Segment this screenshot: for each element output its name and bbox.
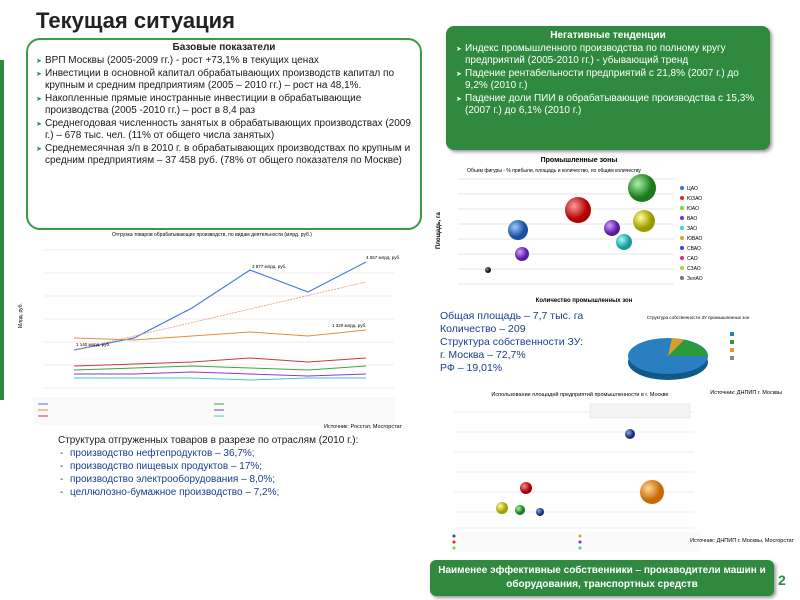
negative-trends-list xyxy=(456,43,760,117)
bubble-point xyxy=(565,197,591,223)
series-line xyxy=(74,330,366,340)
stat-moscow: г. Москва – 72,7% xyxy=(440,349,526,361)
bubble-point xyxy=(508,220,528,240)
zones-chart-title: Промышленные зоны xyxy=(540,157,618,164)
negative-trends-heading: Негативные тенденции xyxy=(550,30,666,41)
zones-chart-xlabel: Количество промышленных зон xyxy=(535,298,633,304)
bubble-point xyxy=(485,267,491,273)
svg-text:ЮАО: ЮАО xyxy=(687,206,699,212)
list-item: ➤ Накопленные прямые иностранные инвестиции в обрабатывающие производства (2005 -2010 гг.) – рост в 8,4 раз xyxy=(36,93,412,117)
ownership-pie-chart xyxy=(612,312,784,396)
svg-text:ЮЗАО: ЮЗАО xyxy=(687,196,703,202)
basic-indicators-box xyxy=(26,38,422,230)
structure-heading: Структура отгруженных товаров в разрезе по отраслям (2010 г.): xyxy=(58,435,359,446)
svg-text:ЮВАО: ЮВАО xyxy=(687,236,703,242)
zones-chart-subtitle: Объем фигуры - % прибыли, площадь и количество, по общим количеству xyxy=(467,168,641,174)
bubble-point xyxy=(515,505,525,515)
bubble-point xyxy=(633,210,655,232)
series-line xyxy=(74,262,366,350)
land-use-grid xyxy=(454,412,694,528)
stat-area: Общая площадь – 7,7 тыс. га xyxy=(440,310,584,322)
bubble-point xyxy=(640,480,664,504)
bubble-point xyxy=(536,508,544,516)
stat-rf: РФ – 19,01% xyxy=(440,362,503,374)
bubble-point xyxy=(496,502,508,514)
basic-indicators-list xyxy=(36,55,412,167)
list-item: ➤ Инвестиции в основной капитал обрабатывающих производств капитал по крупным и средним предприятиям (2005 – 2010 гг.) – рост на 48,1%. xyxy=(36,68,412,92)
bubble-point xyxy=(628,174,656,202)
land-use-bubble-chart xyxy=(430,388,796,554)
zones-chart-ylabel: Площадь, га xyxy=(436,212,442,249)
list-item: - производство электрооборудования – 8,0%; xyxy=(58,473,378,486)
land-use-title: Использование площадей предприятий промышленности в г. Москве xyxy=(491,392,669,398)
stat-ownership: Структура собственности ЗУ: xyxy=(440,336,584,348)
list-item: ➤ ВРП Москвы (2005-2009 гг.) - рост +73,1% в текущих ценах xyxy=(36,55,412,67)
bubble-point xyxy=(515,247,529,261)
svg-text:4 557 млрд. руб.: 4 557 млрд. руб. xyxy=(366,255,401,260)
svg-text:СЗАО: СЗАО xyxy=(687,266,701,272)
stat-count: Количество – 209 xyxy=(440,323,526,335)
left-accent-bar xyxy=(0,60,4,400)
list-item: ➤ Среднегодовая численность занятых в обрабатывающих производствах (2009 г.) – 678 тыс. чел. (11% от общего числа занятых) xyxy=(36,118,412,142)
page-title: Текущая ситуация xyxy=(36,8,235,33)
shipment-structure xyxy=(58,434,378,499)
land-use-source: Источник: ДНПИП г. Москвы, Мосгорстат xyxy=(690,538,794,544)
list-item: ➤ Падение доли ПИИ в обрабатывающие производства с 15,3% (2007 г.) до 6,1% (2010 г.) xyxy=(456,93,760,117)
zones-chart-legend xyxy=(680,186,703,282)
bubble-point xyxy=(625,429,635,439)
zones-stats xyxy=(440,310,600,375)
bubble-point xyxy=(604,220,620,236)
pie-source: Источник: ДНПИП г. Москвы xyxy=(710,390,782,396)
svg-text:ВАО: ВАО xyxy=(687,216,698,222)
line-chart-legend xyxy=(34,398,394,424)
structure-list xyxy=(58,447,378,499)
bubble-point xyxy=(520,482,532,494)
list-item: ➤ Падение рентабельности предприятий с 21,8% (2007 г.) до 9,2% (2010 г.) xyxy=(456,68,760,92)
basic-indicators-heading: Базовые показатели xyxy=(172,42,276,53)
svg-text:ЗАО: ЗАО xyxy=(687,226,698,232)
page-number: 2 xyxy=(778,572,786,588)
industrial-zones-chart xyxy=(434,154,724,304)
list-item: - производство пищевых продуктов – 17%; xyxy=(58,460,378,473)
list-item: - целлюлозно-бумажное производство – 7,2%; xyxy=(58,486,378,499)
line-chart-title: Отгрузка товаров обрабатывающих производств, по видам деятельности (млрд. руб.) xyxy=(112,232,312,238)
svg-text:ЗелАО: ЗелАО xyxy=(687,276,703,282)
shipments-line-chart xyxy=(14,228,410,430)
line-chart-source: Источник: Росстат, Мосгорстат xyxy=(323,424,402,430)
conclusion-box: Наименее эффективные собственники – производители машин и оборудования, транспортных средств xyxy=(430,560,774,596)
list-item: - производство нефтепродуктов – 36,7%; xyxy=(58,447,378,460)
svg-text:СВАО: СВАО xyxy=(687,246,701,252)
land-use-legend xyxy=(450,532,700,552)
series-line xyxy=(74,378,366,380)
svg-text:ЦАО: ЦАО xyxy=(687,186,698,192)
bubble-point xyxy=(616,234,632,250)
pie-title: Структура собственности ЗУ промышленных зон xyxy=(646,315,750,320)
list-item: ➤ Индекс промышленного производства по полному кругу предприятий (2005-2010 гг.) - убывающий тренд xyxy=(456,43,760,67)
svg-text:3 877 млрд. руб.: 3 877 млрд. руб. xyxy=(252,264,287,269)
negative-trends-box xyxy=(446,26,770,150)
svg-text:1 320 млрд. руб.: 1 320 млрд. руб. xyxy=(332,323,367,328)
land-use-legend-box xyxy=(590,404,690,418)
svg-text:САО: САО xyxy=(687,256,698,262)
pie-legend xyxy=(730,332,734,360)
line-chart-ylabel: Млрд. руб. xyxy=(18,303,24,328)
svg-text:1 140 млрд. руб.: 1 140 млрд. руб. xyxy=(76,342,111,347)
series-line xyxy=(74,366,366,370)
list-item: ➤ Среднемесячная з/п в 2010 г. в обрабатывающих производствах по крупным и средним предприятиям – 37 458 руб. (78% от общего показателя по Москве) xyxy=(36,143,412,167)
series-line xyxy=(74,372,366,376)
